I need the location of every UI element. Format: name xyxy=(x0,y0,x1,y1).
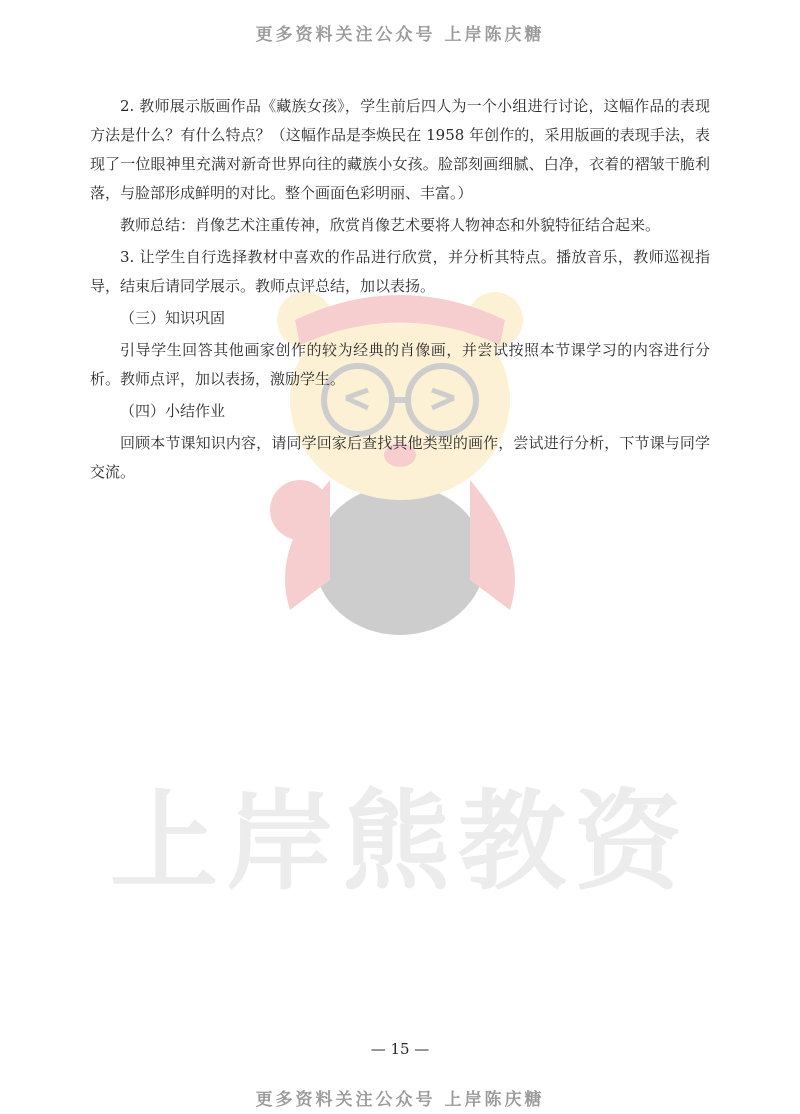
watermark-text: 上岸熊教资 xyxy=(109,780,690,905)
page-number: — 15 — xyxy=(370,1040,430,1058)
header-banner: 更多资料关注公众号 上岸陈庆糖 xyxy=(255,25,545,45)
paragraph-5: 回顾本节课知识内容，请同学回家后查找其他类型的画作，尝试进行分析，下节课与同学交流。 xyxy=(90,434,710,481)
paragraph-2: 教师总结：肖像艺术注重传神，欣赏肖像艺术要将人物神态和外貌特征结合起来。 xyxy=(120,216,661,234)
section-heading-summary-homework: （四）小结作业 xyxy=(120,402,226,420)
footer-banner: 更多资料关注公众号 上岸陈庆糖 xyxy=(255,1090,545,1110)
paragraph-4: 引导学生回答其他画家创作的较为经典的肖像画，并尝试按照本节课学习的内容进行分析。教师点评，加以表扬，激励学生。 xyxy=(90,341,710,388)
paragraph-1: 2. 教师展示版画作品《藏族女孩》，学生前后四人为一个小组进行讨论，这幅作品的表现方法是什么？有什么特点？（这幅作品是李焕民在 1958 年创作的，采用版画的表现手法，表现了一位眼神里充满对新奇世界向往的藏族小女孩。脸部刻画细腻、白净，衣着的褶皱干脆利落，与脸部形成鲜明的对比。整个画面色彩明丽、丰富。） xyxy=(90,97,710,202)
document-body xyxy=(90,92,710,487)
section-heading-knowledge-consolidation: （三）知识巩固 xyxy=(120,309,226,327)
paragraph-3: 3. 让学生自行选择教材中喜欢的作品进行欣赏，并分析其特点。播放音乐，教师巡视指导，结束后请同学展示。教师点评总结，加以表扬。 xyxy=(90,248,710,295)
